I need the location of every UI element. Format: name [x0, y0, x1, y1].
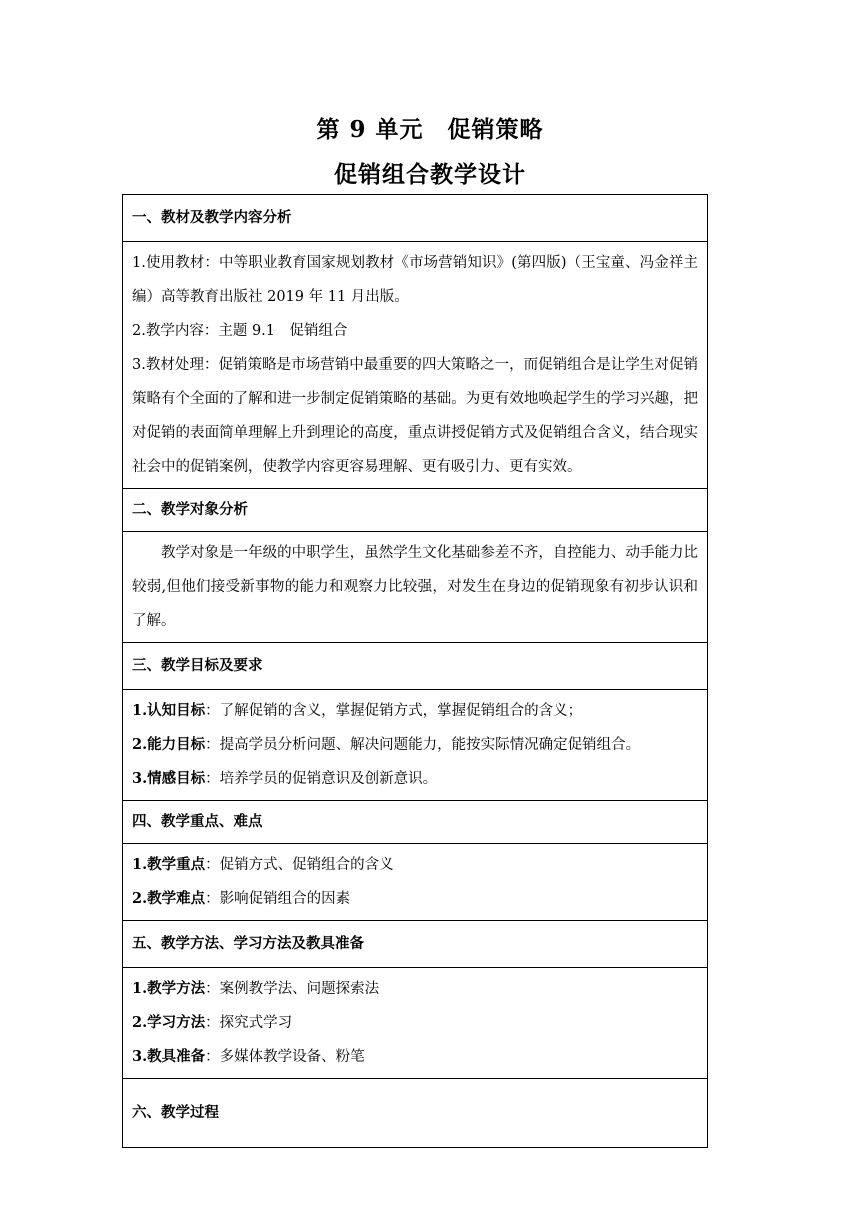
goal-text: ：培养学员的促销意识及创新意识。	[205, 771, 438, 787]
section-3-header-row	[123, 643, 708, 690]
document-subtitle: 促销组合教学设计	[334, 161, 526, 188]
section-1-body	[123, 242, 708, 489]
section-3-heading: 三、教学目标及要求	[123, 643, 708, 690]
section-6-heading: 六、教学过程	[123, 1079, 708, 1148]
goal-item	[132, 728, 698, 762]
section-4-body-row	[123, 844, 708, 921]
processing-paragraph: 3.教材处理：促销策略是市场营销中最重要的四大策略之一，而促销组合是让学生对促销策略有个全面的了解和进一步制定促销策略的基础。为更有效地唤起学生的学习兴趣，把对促销的表面简单理解上升到理论的高度，重点讲授促销方式及促销组合含义，结合现实社会中的促销案例，使教学内容更容易理解、更有吸引力、更有实效。	[132, 357, 698, 475]
key-point-label: 2.教学难点	[132, 890, 206, 907]
method-label: 1.教学方法	[132, 980, 206, 997]
key-point-item	[132, 848, 698, 882]
goal-text: ：了解促销的含义，掌握促销方式，掌握促销组合的含义；	[205, 703, 583, 719]
section-4-header-row	[123, 801, 708, 844]
method-label: 3.教具准备	[132, 1048, 206, 1065]
section-5-body-row	[123, 968, 708, 1079]
section-5-header-row	[123, 921, 708, 968]
method-item	[132, 1040, 698, 1074]
key-point-text: ：影响促销组合的因素	[205, 891, 351, 907]
document-title: 第 9 单元 促销策略	[316, 116, 544, 143]
section-5-body	[123, 968, 708, 1079]
section-3-body-row	[123, 690, 708, 801]
key-point-label: 1.教学重点	[132, 856, 206, 873]
section-5-heading: 五、教学方法、学习方法及教具准备	[123, 921, 708, 968]
goal-item	[132, 694, 698, 728]
key-point-text: ：促销方式、促销组合的含义	[205, 857, 394, 873]
section-6-header-row	[123, 1079, 708, 1148]
method-label: 2.学习方法	[132, 1014, 206, 1031]
content-paragraph: 2.教学内容：主题 9.1 促销组合	[132, 323, 348, 339]
method-item	[132, 1006, 698, 1040]
goal-item	[132, 762, 698, 796]
section-4-body	[123, 844, 708, 921]
key-point-item	[132, 882, 698, 916]
goal-label: 1.认知目标	[132, 702, 206, 719]
textbook-paragraph: 1.使用教材：中等职业教育国家规划教材《市场营销知识》(第四版)（王宝童、冯金祥主编）高等教育出版社 2019 年 11 月出版。	[132, 255, 698, 305]
goal-text: ：提高学员分析问题、解决问题能力，能按实际情况确定促销组合。	[205, 737, 641, 753]
goal-label: 3.情感目标	[132, 770, 206, 787]
method-item	[132, 972, 698, 1006]
goal-label: 2.能力目标	[132, 736, 206, 753]
section-2-body-row	[123, 532, 708, 643]
section-2-body: 教学对象是一年级的中职学生，虽然学生文化基础参差不齐，自控能力、动手能力比较弱,但他们接受新事物的能力和观察力比较强，对发生在身边的促销现象有初步认识和了解。	[123, 532, 708, 643]
method-text: ：案例教学法、问题探索法	[205, 981, 380, 997]
section-3-body	[123, 690, 708, 801]
method-text: ：探究式学习	[205, 1015, 293, 1031]
method-text: ：多媒体教学设备、粉笔	[205, 1049, 365, 1065]
section-1-body-row	[123, 242, 708, 489]
section-4-heading: 四、教学重点、难点	[123, 801, 708, 844]
section-1-header-row	[123, 195, 708, 242]
section-1-heading: 一、教材及教学内容分析	[123, 195, 708, 242]
lesson-plan-table	[122, 194, 708, 1148]
section-2-header-row	[123, 489, 708, 532]
section-2-heading: 二、教学对象分析	[123, 489, 708, 532]
